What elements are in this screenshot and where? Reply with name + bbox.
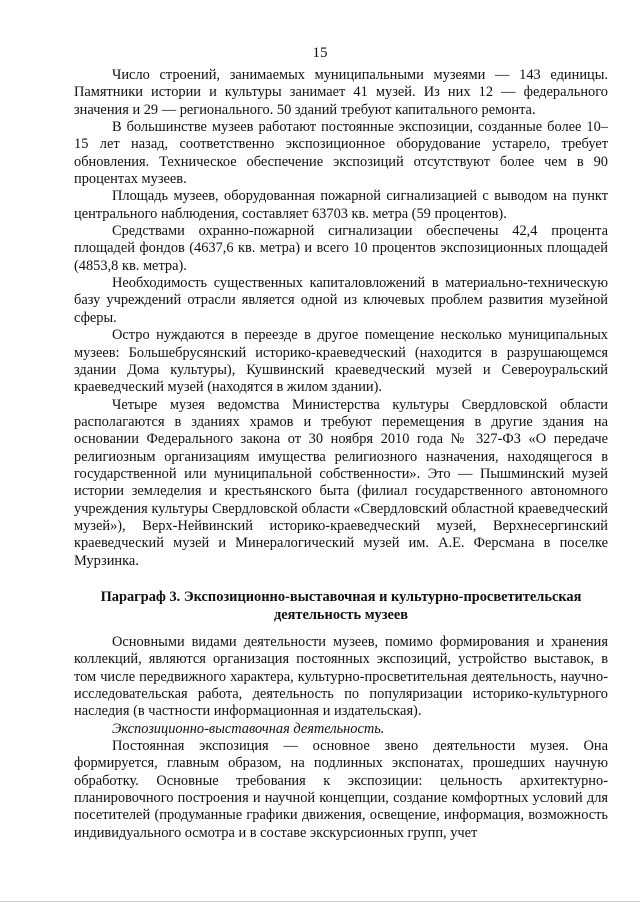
paragraph: Остро нуждаются в переезде в другое помещение несколько муниципальных музеев: Большебрусянский историко-краеведческий (находится в разрушающемся здании Дома культуры), Кушвинский краеведческий музей и Североуральский краеведческий музей (находятся в жилом здании). [74,327,608,396]
section-heading [74,589,608,624]
italic-subheading: Экспозиционно-выставочная деятельность. [112,720,385,737]
paragraph: Четыре музея ведомства Министерства культуры Свердловской области располагаются в зданиях храмов и требуют перемещения в другие здания на основании Федерального закона от 30 ноября 2010 года № 327-ФЗ «О передаче религиозным организациям имущества религиозного назначения, находящегося в государственной или муниципальной собственности». Это — Пышминский музей истории земледелия и крестьянского быта (филиал государственного автономного учреждения культуры Свердловской области «Свердловский областной краеведческий музей»), Верх-Нейвинский историко-краеведческий музей, Верхнесергинский краеведческий музей и Минералогический музей им. А.Е. Ферсмана в поселке Мурзинка. [74,396,608,569]
paragraph: Площадь музеев, оборудованная пожарной сигнализацией с выводом на пункт центрального наблюдения, составляет 63703 кв. метра (59 процентов). [74,188,608,222]
paragraph: Основными видами деятельности музеев, помимо формирования и хранения коллекций, являются организация постоянных экспозиций, устройство выставок, в том числе передвижного характера, культурно-просветительная деятельность, научно-исследовательская работа, деятельность по популяризации историко-культурного наследия (в частности информационная и издательская). [74,634,608,720]
paragraph: В большинстве музеев работают постоянные экспозиции, созданные более 10–15 лет назад, соответственно экспозиционное оборудование устарело, требует обновления. Техническое обеспечение экспозиций отсутствуют более чем в 90 процентах музеев. [74,119,608,188]
body-text-top [74,67,608,570]
paragraph: Число строений, занимаемых муниципальными музеями — 143 единицы. Памятники истории и культуры занимает 41 музей. Из них 12 — федерального значения и 29 — регионального. 50 зданий требуют капитального ремонта. [74,67,608,118]
page-number: 15 [312,45,328,61]
section-heading-line: Параграф 3. Экспозиционно-выставочная и культурно-просветительская [100,589,582,605]
body-text-bottom [74,634,608,842]
paragraph: Постоянная экспозиция — основное звено деятельности музея. Она формируется, главным образом, на подлинных экспонатах, прошедших научную обработку. Основные требования к экспозиции: цельность архитектурно-планировочного построения и научной концепции, создание комфортных условий для посетителей (продуманные графики движения, освещение, информация, возможность индивидуального осмотра и в составе экскурсионных групп, учет [74,738,608,841]
section-heading-line: деятельность музеев [273,606,409,623]
paragraph: Средствами охранно-пожарной сигнализации обеспечены 42,4 процента площадей фондов (4637,6 кв. метра) и всего 10 процентов экспозиционных площадей (4853,8 кв. метра). [74,223,608,274]
paragraph: Необходимость существенных капиталовложений в материально-техническую базу учреждений отрасли является одной из ключевых проблем развития музейной сферы. [74,275,608,326]
scan-edge-line [0,901,640,902]
